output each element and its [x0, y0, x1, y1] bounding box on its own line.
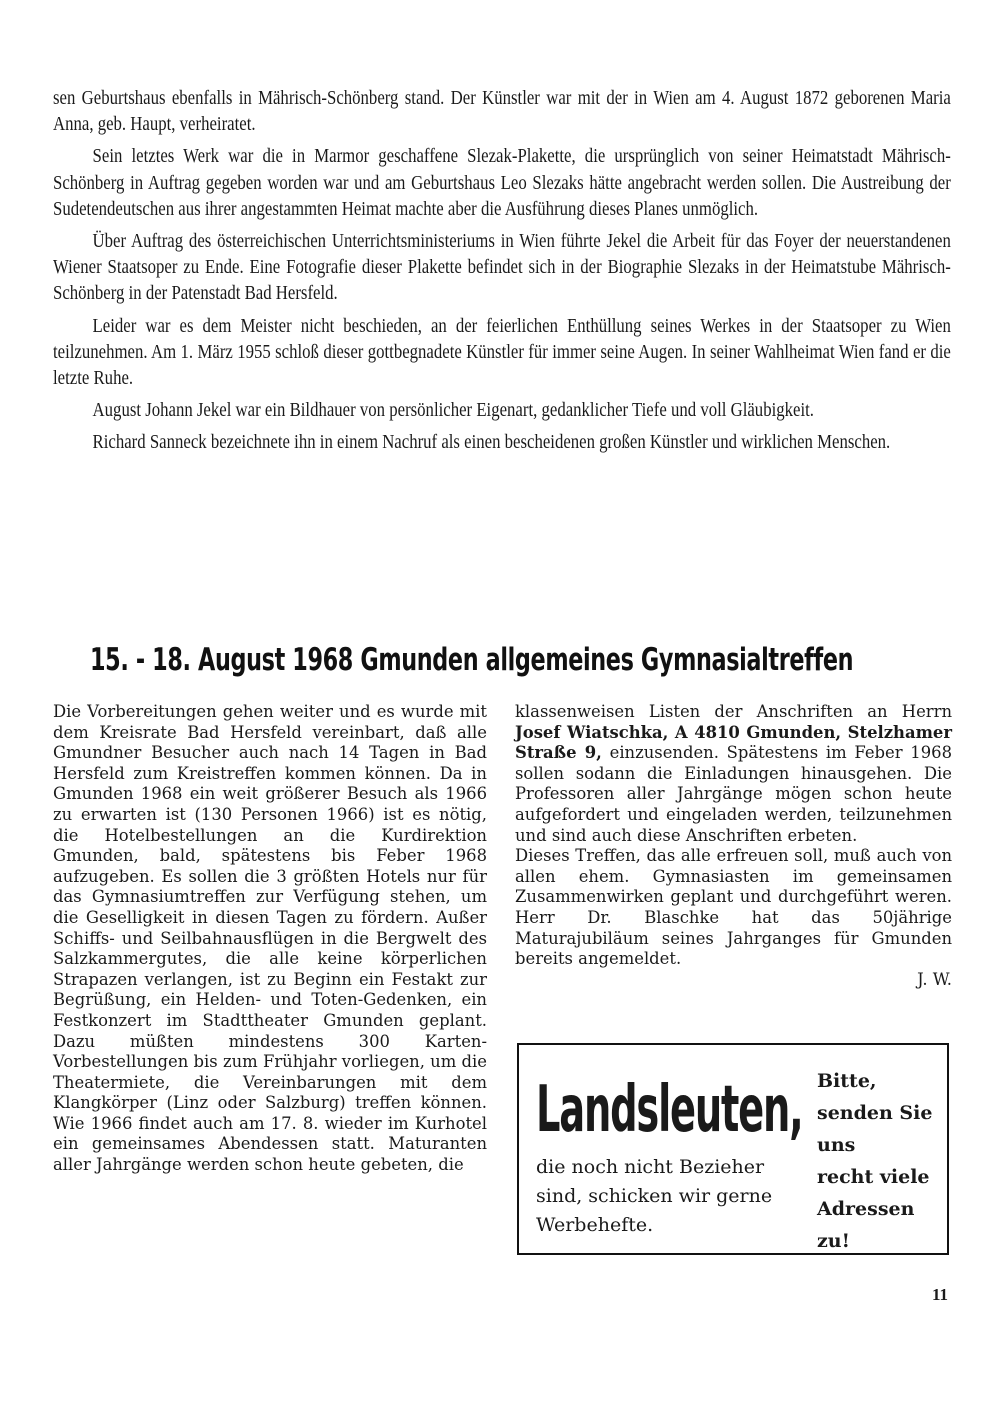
- article-paragraph: Die Vorbereitungen gehen weiter und es wurde mit dem Kreisrate Bad Hersfeld vereinbart, daß alle Gmundner Besucher auch nach 14 Tagen in Bad Hersfeld zum Kreistreffen kommen können. Da in Gmunden 1968 ein weit größerer Besuch als 1966 zu erwarten ist (130 Personen 1966) ist es nötig, die Hotelbestellungen an die Kurdirektion Gmunden, bald, spätestens bis Feber 1968 aufzugeben. Es sollen die 3 größten Hotels nur für das Gymnasiumtreffen zur Verfügung stehen, um die Geselligkeit in diesen Tagen zu fördern. Außer Schiffs- und Seilbahnausflügen in die Bergwelt des Salzkammergutes, die alle keine körperlichen Strapazen verlangen, ist zu Beginn ein Festakt zur Begrüßung, ein Helden- und Toten-Gedenken, ein Festkonzert im Stadttheater Gmunden geplant. Dazu müßten mindestens 300 Karten-Vorbestellungen bis zum Frühjahr vorliegen, um die Theatermiete, die Vereinbarungen mit dem Klangkörper (Linz oder Salzburg) treffen können. Wie 1966 findet auch am 17. 8. wieder im Kurhotel ein gemeinsames Abendessen statt. Maturanten aller Jahrgänge werden schon heute gebeten, die: [53, 702, 487, 1175]
- ad-appeal-line: recht viele: [817, 1166, 930, 1188]
- article-headline: 15. - 18. August 1968 Gmunden allgemeines Gymnasialtreffen: [90, 642, 854, 678]
- ad-appeal-line: Adressen: [817, 1198, 915, 1220]
- article-paragraph: sen Geburtshaus ebenfalls in Mährisch-Schönberg stand. Der Künstler war mit der in Wien am 4. August 1872 geborenen Maria Anna, geb. Haupt, verheiratet.: [53, 88, 951, 136]
- page-number: 11: [932, 1285, 949, 1304]
- contact-address: Josef Wiatschka, A 4810 Gmunden, Stelzhamer Straße 9,: [515, 722, 952, 763]
- article-paragraph: Über Auftrag des österreichischen Unterrichtsministeriums in Wien führte Jekel die Arbeit für das Foyer der neuerstandenen Wiener Staatsoper zu Ende. Eine Fotografie dieser Plakette befindet sich in der Biographie Slezaks in der Heimatstube Mährisch-Schönberg in der Patenstadt Bad Hersfeld.: [53, 231, 951, 305]
- article-paragraph: August Johann Jekel war ein Bildhauer von persönlicher Eigenart, gedanklicher Tiefe und voll Gläubigkeit.: [92, 400, 814, 422]
- article-paragraph: Richard Sanneck bezeichnete ihn in einem Nachruf als einen bescheidenen großen Künstler und wirklichen Menschen.: [92, 432, 891, 454]
- article-paragraph: Sein letztes Werk war die in Marmor geschaffene Slezak-Plakette, die ursprünglich von seiner Heimatstadt Mährisch-Schönberg in Auftrag gegeben worden war und am Geburtshaus Leo Slezaks hätte angebracht werden sollen. Die Austreibung der Sudetendeutschen aus ihrer angestammten Heimat machte aber die Ausführung dieses Planes unmöglich.: [53, 146, 951, 220]
- ad-appeal-line: uns: [817, 1134, 856, 1156]
- article-paragraph: [515, 702, 952, 846]
- top-article: [53, 86, 951, 463]
- ad-appeal-line: senden Sie: [817, 1102, 933, 1124]
- ad-appeal-line: zu!: [817, 1230, 850, 1252]
- article-paragraph: Leider war es dem Meister nicht beschieden, an der feierlichen Enthüllung seines Werkes in der Staatsoper zu Wien teilzunehmen. Am 1. März 1955 schloß dieser gottbegnadete Künstler für immer seine Augen. In seiner Wahlheimat Wien fand er die letzte Ruhe.: [53, 315, 951, 390]
- paragraph-text: klassenweisen Listen der Anschriften an Herrn: [515, 702, 952, 721]
- ad-headline: Landsleuten,: [536, 1073, 803, 1147]
- paragraph-text: einzusenden. Spätestens im Feber 1968 sollen sodann die Einladungen hinausgehen. Die Professoren aller Jahrgänge mögen schon heute aufgefordert und eingeladen werden, teilzunehmen und sind auch diese Anschriften erbeten.: [515, 743, 952, 845]
- article-right-column: [515, 702, 952, 990]
- ad-appeal: [817, 1065, 947, 1257]
- author-signature: J. W.: [917, 969, 952, 989]
- article-left-column: [53, 702, 487, 1176]
- article-paragraph: Dieses Treffen, das alle erfreuen soll, muß auch von allen ehem. Gymnasiasten im gemeinsamen Zusammenwirken geplant und durchgeführt weren. Herr Dr. Blaschke hat das 50jährige Maturajubiläum seines Jahrganges für Gmunden bereits angemeldet.: [515, 846, 952, 969]
- ad-body: die noch nicht Bezieher sind, schicken wir gerne Werbehefte.: [536, 1156, 773, 1236]
- ad-appeal-line: Bitte,: [817, 1070, 877, 1092]
- advertisement-box: [517, 1043, 949, 1255]
